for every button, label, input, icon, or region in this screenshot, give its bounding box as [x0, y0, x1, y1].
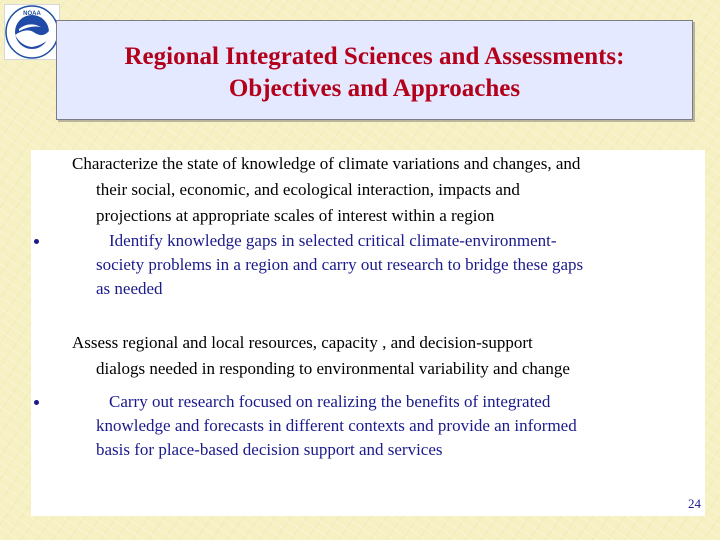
objective-2 [72, 330, 692, 382]
approach-2-line-1: Carry out research focused on realizing the benefits of integrated [109, 392, 551, 411]
logo-text: NOAA [23, 11, 41, 17]
approach-2 [34, 390, 674, 462]
page-number: 24 [688, 496, 701, 511]
approach-1-line-3: as needed [96, 279, 163, 298]
objective-1 [72, 151, 692, 229]
title-box [56, 20, 693, 120]
objective-2-line-1: Assess regional and local resources, capacity , and decision-support [72, 333, 533, 352]
approach-1-line-2: society problems in a region and carry out research to bridge these gaps [96, 255, 584, 274]
approach-1 [34, 229, 674, 301]
noaa-emblem-icon [5, 5, 59, 59]
objective-2-line-2: dialogs needed in responding to environmental variability and change [96, 359, 570, 378]
slide-title-line-1: Regional Integrated Sciences and Assessments: [124, 43, 625, 70]
approach-2-line-2: knowledge and forecasts in different contexts and provide an informed [96, 416, 577, 435]
objective-1-line-1: Characterize the state of knowledge of climate variations and changes, and [72, 154, 581, 173]
slide-title-line-2: Objectives and Approaches [228, 75, 521, 102]
content-panel [31, 150, 705, 516]
noaa-logo [4, 4, 60, 60]
bullet-dot-icon [34, 400, 39, 405]
approach-2-line-3: basis for place-based decision support and services [96, 440, 443, 459]
bullet-dot-icon [34, 239, 39, 244]
objective-1-line-3: projections at appropriate scales of interest within a region [96, 206, 495, 225]
objective-1-line-2: their social, economic, and ecological interaction, impacts and [96, 180, 520, 199]
approach-1-line-1: Identify knowledge gaps in selected critical climate-environment- [109, 231, 557, 250]
